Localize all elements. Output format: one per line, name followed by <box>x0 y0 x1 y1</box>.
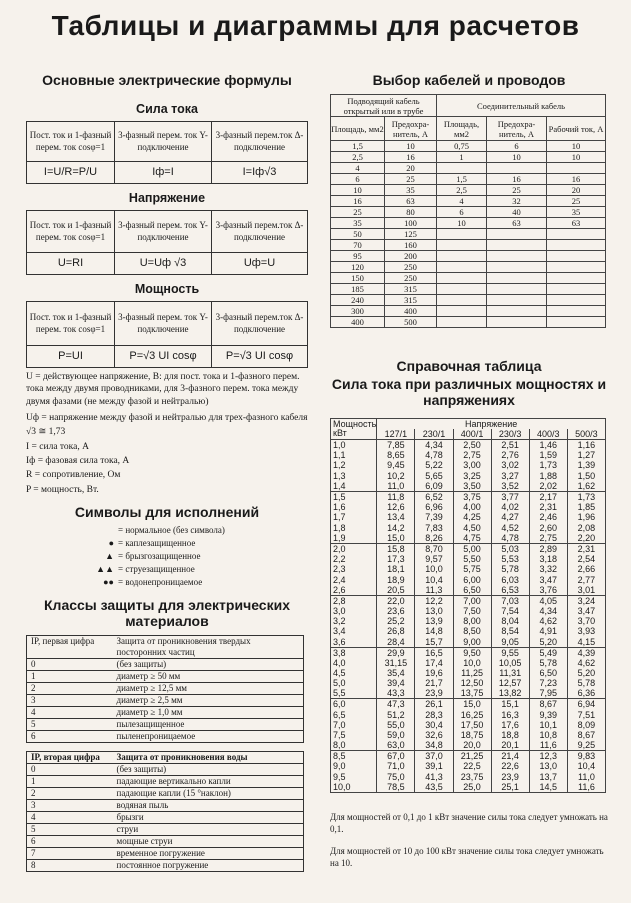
footnote-1: Для мощностей от 0,1 до 1 кВт значение силы тока следует умножать на 0,1. <box>330 811 608 834</box>
formula-cell: U=Uф √3 <box>115 253 212 275</box>
symbols-title: Символы для исполнений <box>74 504 260 521</box>
ref-row: 10,0 78,5 43,5 25,0 25,1 14,5 11,6 <box>331 782 606 793</box>
ref-subtitle: Сила тока при различных мощностях и напряжениях <box>331 376 607 408</box>
ip-header: Защита от проникновения воды <box>113 752 304 764</box>
formula-cell: I=Iф√3 <box>212 162 308 184</box>
ref-row: 2,3 18,1 10,0 5,75 5,78 3,32 2,66 <box>331 564 606 574</box>
ref-row: 1,6 12,6 6,96 4,00 4,02 2,31 1,85 <box>331 502 606 512</box>
voltage-col-header: 230/3 <box>491 429 529 440</box>
ref-row: 4,5 35,4 19,6 11,25 11,31 6,50 5,20 <box>331 668 606 678</box>
ref-row: 8,0 63,0 34,8 20,0 20,1 11,6 9,25 <box>331 740 606 751</box>
formula-header: Пост. ток и 1-фазный перем. ток cosφ=1 <box>27 122 115 162</box>
ref-row: 2,4 18,9 10,4 6,00 6,03 3,47 2,77 <box>331 574 606 584</box>
ref-row: 5,0 39,4 21,7 12,50 12,57 7,23 5,78 <box>331 678 606 688</box>
note: Iф = фазовая сила тока, А <box>26 456 130 467</box>
ip-first-digit-table: IP, первая цифра Защита от проникновения твердых посторонних частиц 0 (без защиты) 1 диаметр ≥ 50 мм 2 диаметр ≥ 12,5 мм 3 диаметр ≥ 2,5 мм 4 диаметр ≥ 1,0 мм 5 пылезащищенное 6 пыленепроницаемое <box>26 635 304 743</box>
ref-title: Справочная таблица <box>396 358 542 374</box>
left-column <box>26 72 308 872</box>
voltage-col-header: 230/1 <box>415 429 453 440</box>
formula-cell: U=RI <box>27 253 115 275</box>
ref-row: 2,0 15,8 8,70 5,00 5,03 2,89 2,31 <box>331 543 606 554</box>
symbol-row: = нормальное (без символа) <box>118 525 225 536</box>
cable-row: 185 315 <box>331 284 606 295</box>
cable-group-header: Подводящий кабель открытый или в трубе <box>331 95 437 117</box>
cable-group-header: Соединительный кабель <box>437 95 606 117</box>
cable-row: 120 250 <box>331 262 606 273</box>
voltage-title: Напряжение <box>128 191 206 205</box>
ip-header: IP, вторая цифра <box>27 752 113 764</box>
formula-cell: Iф=I <box>115 162 212 184</box>
double-drop-icon: ●● <box>103 577 114 588</box>
voltage-table <box>26 210 308 275</box>
symbol-row: ▲ = брызгозащищенное <box>26 550 308 563</box>
power-title: Мощность <box>134 282 200 296</box>
formula-header: 3-фазный перем. ток Y-подключение <box>115 211 212 253</box>
ref-row: 5,5 43,3 23,9 13,75 13,82 7,95 6,36 <box>331 688 606 699</box>
drop-icon: ● <box>108 538 114 549</box>
cable-row: 300 400 <box>331 306 606 317</box>
voltage-col-header: 400/1 <box>453 429 491 440</box>
ref-row: 9,0 71,0 39,1 22,5 22,6 13,0 10,4 <box>331 761 606 771</box>
ref-row: 1,9 15,0 8,26 4,75 4,78 2,75 2,20 <box>331 533 606 544</box>
note: U = действующее напряжение, В: для пост. тока и 1-фазного перем. тока между двумя проводниками, для 3-фазного перем. тока между двумя фазами (не между фазой и нейтралью) <box>26 372 300 407</box>
ref-row: 6,5 51,2 28,3 16,25 16,3 9,39 7,51 <box>331 709 606 719</box>
cable-row: 2,5 16 1 10 10 <box>331 152 606 163</box>
note: I = сила тока, А <box>26 441 89 452</box>
ref-row: 1,2 9,45 5,22 3,00 3,02 1,73 1,39 <box>331 460 606 470</box>
voltage-col-header: 500/3 <box>567 429 605 440</box>
ref-row: 2,2 17,3 9,57 5,50 5,53 3,18 2,54 <box>331 554 606 564</box>
ref-row: 1,3 10,2 5,65 3,25 3,27 1,88 1,50 <box>331 471 606 481</box>
note: √3 ≅ 1,73 <box>26 427 66 438</box>
page-title: Таблицы и диаграммы для расчетов <box>51 10 580 41</box>
double-triangle-drop-icon: ▲▲ <box>96 564 114 575</box>
ref-row: 4,0 31,15 17,4 10,0 10,05 5,78 4,62 <box>331 658 606 668</box>
ref-row: 1,1 8,65 4,78 2,75 2,76 1,59 1,27 <box>331 450 606 460</box>
formula-header: 3-фазный перем. ток Y-подключение <box>115 122 212 162</box>
cable-row: 240 315 <box>331 295 606 306</box>
cable-row: 25 80 6 40 35 <box>331 207 606 218</box>
formula-cell: I=U/R=P/U <box>27 162 115 184</box>
ref-row: 3,4 26,8 14,8 8,50 8,54 4,91 3,93 <box>331 626 606 636</box>
formula-cell: P=√3 UI cosφ <box>115 346 212 368</box>
cable-row: 400 500 <box>331 317 606 328</box>
cable-row: 150 250 <box>331 273 606 284</box>
note: Uф = напряжение между фазой и нейтралью для трех-фазного кабеля <box>26 413 308 424</box>
current-table <box>26 121 308 184</box>
ref-row: 1,8 14,2 7,83 4,50 4,52 2,60 2,08 <box>331 522 606 532</box>
symbols-list <box>26 524 308 589</box>
ref-row: 9,5 75,0 41,3 23,75 23,9 13,7 11,0 <box>331 772 606 782</box>
cable-row: 1,5 10 0,75 6 10 <box>331 141 606 152</box>
ref-row: 7,0 55,0 30,4 17,50 17,6 10,1 8,09 <box>331 720 606 730</box>
cable-row: 4 20 <box>331 163 606 174</box>
protection-title: Классы защиты для электрических материалов <box>44 597 290 630</box>
cables-title: Выбор кабелей и проводов <box>372 72 566 88</box>
formula-header: Пост. ток и 1-фазный перем. ток cosφ=1 <box>27 211 115 253</box>
note: R = сопротивление, Ом <box>26 470 121 481</box>
cables-table: Подводящий кабель открытый или в трубе Соединительный кабель Площадь, мм2 Предохра-нитель, А Площадь, мм2 Предохра-нитель, А Рабочий ток, А 1,5 10 0,75 6 10 2,5 16 1 10 10 4 20 6 25 1,5 16 16 10 35 2,5 25 20 16 63 4 32 25 25 80 6 40 35 35 100 10 63 63 50 125 70 160 95 200 120 250 150 250 185 315 240 315 300 400 400 500 <box>330 94 606 328</box>
ref-row: 8,5 67,0 37,0 21,25 21,4 12,3 9,83 <box>331 751 606 762</box>
ref-row: 6,0 47,3 26,1 15,0 15,1 8,67 6,94 <box>331 699 606 710</box>
ref-row: 2,8 22,0 12,2 7,00 7,03 4,05 3,24 <box>331 595 606 606</box>
cable-row: 10 35 2,5 25 20 <box>331 185 606 196</box>
power-header: Мощность кВт <box>331 419 377 440</box>
ref-row: 1,5 11,8 6,52 3,75 3,77 2,17 1,73 <box>331 491 606 502</box>
formula-cell: P=√3 UI cosφ <box>212 346 308 368</box>
ref-row: 7,5 59,0 32,6 18,75 18,8 10,8 8,67 <box>331 730 606 740</box>
cable-row: 6 25 1,5 16 16 <box>331 174 606 185</box>
power-table <box>26 301 308 368</box>
formulas-title: Основные электрические формулы <box>42 72 292 88</box>
cable-row: 35 100 10 63 63 <box>331 218 606 229</box>
ref-row: 3,6 28,4 15,7 9,00 9,05 5,20 4,15 <box>331 637 606 648</box>
ip-header: Защита от проникновения твердых посторонних частиц <box>113 636 304 659</box>
symbol-row: ● = каплезащищенное <box>26 537 308 550</box>
ref-row: 2,6 20,5 11,3 6,50 6,53 3,76 3,01 <box>331 585 606 596</box>
formula-header: Пост. ток и 1-фазный перем. ток cosφ=1 <box>27 302 115 346</box>
current-reference-table <box>330 418 606 793</box>
formula-cell: P=UI <box>27 346 115 368</box>
formula-header: 3-фазный перем.ток Δ-подключение <box>212 211 308 253</box>
formula-header: 3-фазный перем.ток Δ-подключение <box>212 122 308 162</box>
ip-second-digit-table: IP, вторая цифра Защита от проникновения воды 0 (без защиты) 1 падающие вертикально капли 2 падающие капли (15 °наклон) 3 водяная пыль 4 брызги 5 струи 6 мощные струи 7 временное погружение 8 постоянное погружение <box>26 751 304 872</box>
voltage-header: Напряжение <box>465 419 518 429</box>
formula-cell: Uф=U <box>212 253 308 275</box>
cable-row: 95 200 <box>331 251 606 262</box>
right-column <box>330 72 608 869</box>
ref-row: 1,0 7,85 4,34 2,50 2,51 1,46 1,16 <box>331 440 606 451</box>
formula-header: 3-фазный перем. ток Y-подключение <box>115 302 212 346</box>
triangle-drop-icon: ▲ <box>105 551 114 562</box>
current-title: Сила тока <box>136 102 198 116</box>
ref-row: 1,4 11,0 6,09 3,50 3,52 2,02 1,62 <box>331 481 606 492</box>
ip-header: IP, первая цифра <box>27 636 113 659</box>
note: P = мощность, Вт. <box>26 484 99 495</box>
ref-row: 3,2 25,2 13,9 8,00 8,04 4,62 3,70 <box>331 616 606 626</box>
footnote-2: Для мощностей от 10 до 100 кВт значение силы тока следует умножать на 10. <box>330 845 604 868</box>
voltage-col-header: 127/1 <box>377 429 415 440</box>
cable-row: 50 125 <box>331 229 606 240</box>
voltage-col-header: 400/3 <box>529 429 567 440</box>
formula-notes <box>26 371 308 496</box>
ref-row: 1,7 13,4 7,39 4,25 4,27 2,46 1,96 <box>331 512 606 522</box>
symbol-row: ●● = водонепроницаемое <box>26 576 308 589</box>
ref-row: 3,8 29,9 16,5 9,50 9,55 5,49 4,39 <box>331 647 606 658</box>
cable-row: 70 160 <box>331 240 606 251</box>
symbol-row: ▲▲ = струезащищенное <box>26 563 308 576</box>
formula-header: 3-фазный перем.ток Δ-подключение <box>212 302 308 346</box>
cable-row: 16 63 4 32 25 <box>331 196 606 207</box>
ref-row: 3,0 23,6 13,0 7,50 7,54 4,34 3,47 <box>331 606 606 616</box>
